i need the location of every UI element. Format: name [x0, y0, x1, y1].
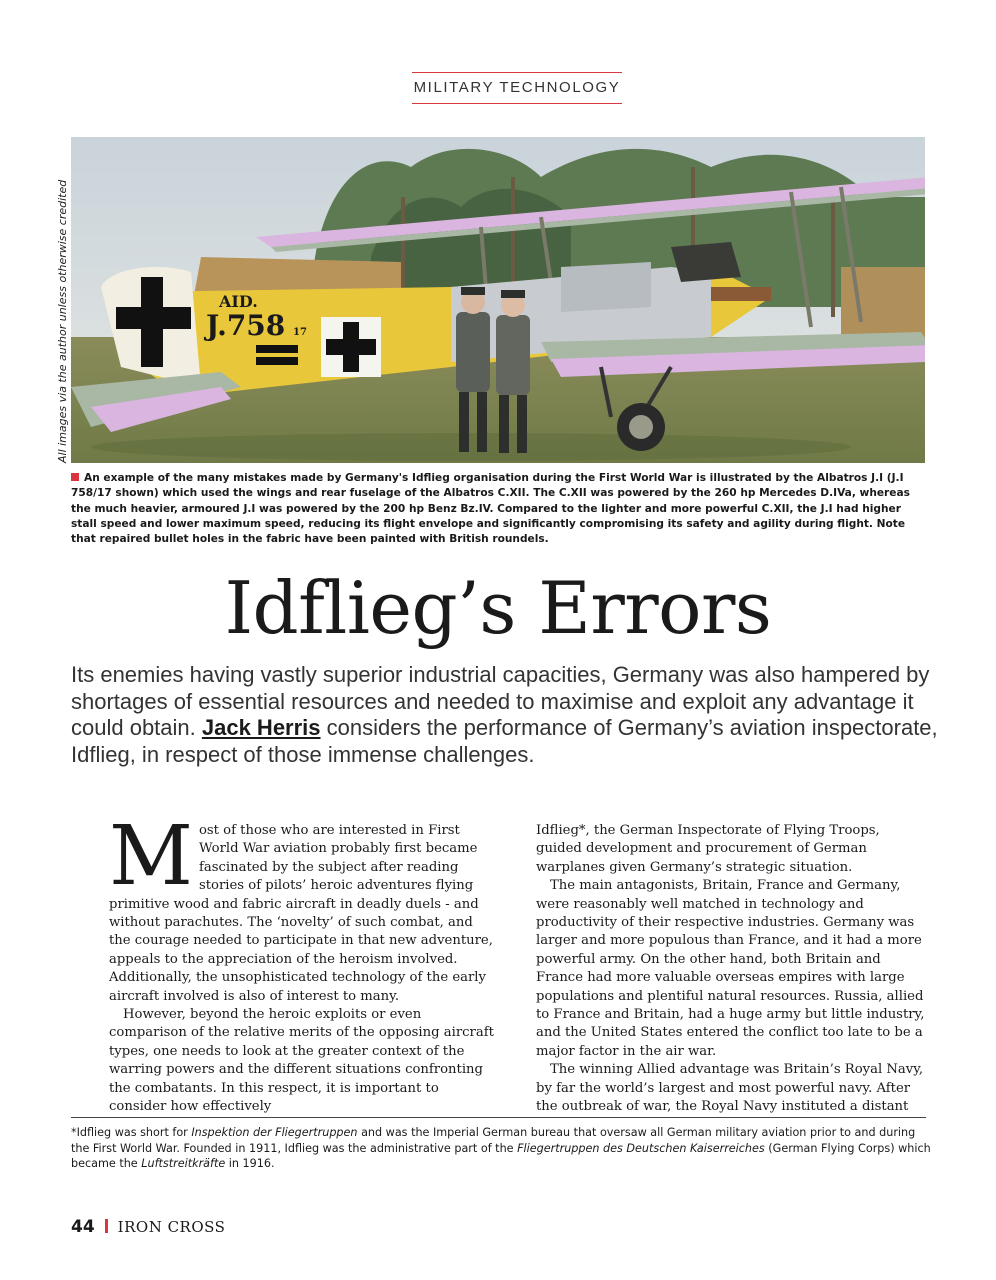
fuselage-cross	[321, 317, 381, 377]
standfirst-text-after: considers the performance of Germany’s aviation inspectorate, Idflieg, in respect of those immense challenges.	[71, 715, 938, 767]
marking-top: AID.	[219, 292, 258, 311]
body-paragraph: However, beyond the heroic exploits or even comparison of the relative merits of the opposing aircraft types, one needs to look at the greater context of the warring powers and the different situations confronting the combatants. In this respect, it is important to consider how effectively	[109, 1007, 494, 1115]
page-number: 44	[71, 1217, 95, 1237]
author-link[interactable]: Jack Herris	[201, 715, 321, 740]
drop-cap: M	[109, 809, 193, 904]
page-footer	[71, 1216, 225, 1239]
magazine-name: IRON CROSS	[117, 1218, 226, 1236]
body-column-right	[536, 822, 926, 1117]
footnote	[71, 1125, 931, 1172]
footnote-text: and was the Imperial German bureau that oversaw all German military aviation prior to and during the First World War. Founded in 1911, Idflieg was the administrative part of the	[71, 1126, 916, 1155]
footnote-italic: Inspektion der Fliegertruppen	[191, 1126, 358, 1139]
footnote-text: in 1916.	[225, 1157, 275, 1171]
caption-text: An example of the many mistakes made by Germany's Idflieg organisation during the First World War is illustrated by the Albatros J.I (J.I 758/17 shown) which used the wings and rear fuselage of the Albatros C.XII. The C.XII was powered by the 260 hp Mercedes D.IVa, whereas the much heavier, armoured J.I was powered by the 200 hp Benz Bz.IV. Compared to the lighter and more powerful C.XII, the J.I had higher stall speed and lower maximum speed, reducing its flight envelope and significantly compromising its safety and agility during flight. Note that repaired bullet holes in the fabric have been painted with British roundels.	[71, 472, 910, 546]
body-paragraph	[109, 809, 494, 1006]
footnote-text: (German Flying Corps) which became the	[71, 1141, 931, 1171]
caption-bullet	[71, 473, 79, 481]
photo-caption	[71, 471, 927, 547]
marking-main: J.758	[206, 309, 286, 342]
marking-small: 17	[293, 327, 307, 338]
footnote-text: *Idflieg was short for	[71, 1126, 192, 1139]
body-paragraph: The winning Allied advantage was Britain’s Royal Navy, by far the world’s largest and most powerful navy. After the outbreak of war, the Royal Navy instituted a distant	[536, 1062, 924, 1115]
footnote-italic: Luftstreitkräfte	[141, 1157, 226, 1171]
standfirst	[71, 662, 941, 768]
standfirst-text-before: Its enemies having vastly superior industrial capacities, Germany was also hampered by shortages of essential resources and needed to maximise and exploit any advantage it could obtain.	[71, 662, 930, 740]
footnote-italic: Fliegertruppen des Deutschen Kaiserreiches	[517, 1141, 765, 1155]
footnote-divider	[71, 1117, 926, 1118]
article-headline: Idflieg’s Errors	[224, 566, 772, 650]
body-paragraph: The main antagonists, Britain, France and Germany, were reasonably well matched in technology and productivity of their respective industries. Germany was larger and more populous than France, and it had a more powerful army. On the other hand, both Britain and France had more valuable overseas empires with large populations and plentiful natural resources. Russia, allied to France and Britain, had a huge army but little industry, and the United States entered the conflict too late to be a major factor in the air war.	[536, 878, 925, 1059]
section-label: MILITARY TECHNOLOGY	[412, 72, 622, 104]
albatros-photo	[71, 137, 925, 463]
body-paragraph: Idflieg*, the German Inspectorate of Flying Troops, guided development and procurement of German warplanes given Germany’s strategic situation.	[536, 823, 880, 875]
footer-divider	[105, 1219, 108, 1233]
body-column-left	[109, 809, 494, 1117]
image-credit: All images via the author unless otherwise credited	[56, 179, 69, 463]
body-text: ost of those who are interested in First World War aviation probably first became fascinated by the subject after reading stories of pilots’ heroic adventures flying primitive wood and fabric aircraft in deadly duels - and without parachutes. The ‘novelty’ of such combat, and the courage needed to participate in that new adventure, appeals to the appreciation of the heroism involved. Additionally, the unsophisticated technology of the early aircraft involved is also of interest to many.	[109, 823, 493, 1004]
